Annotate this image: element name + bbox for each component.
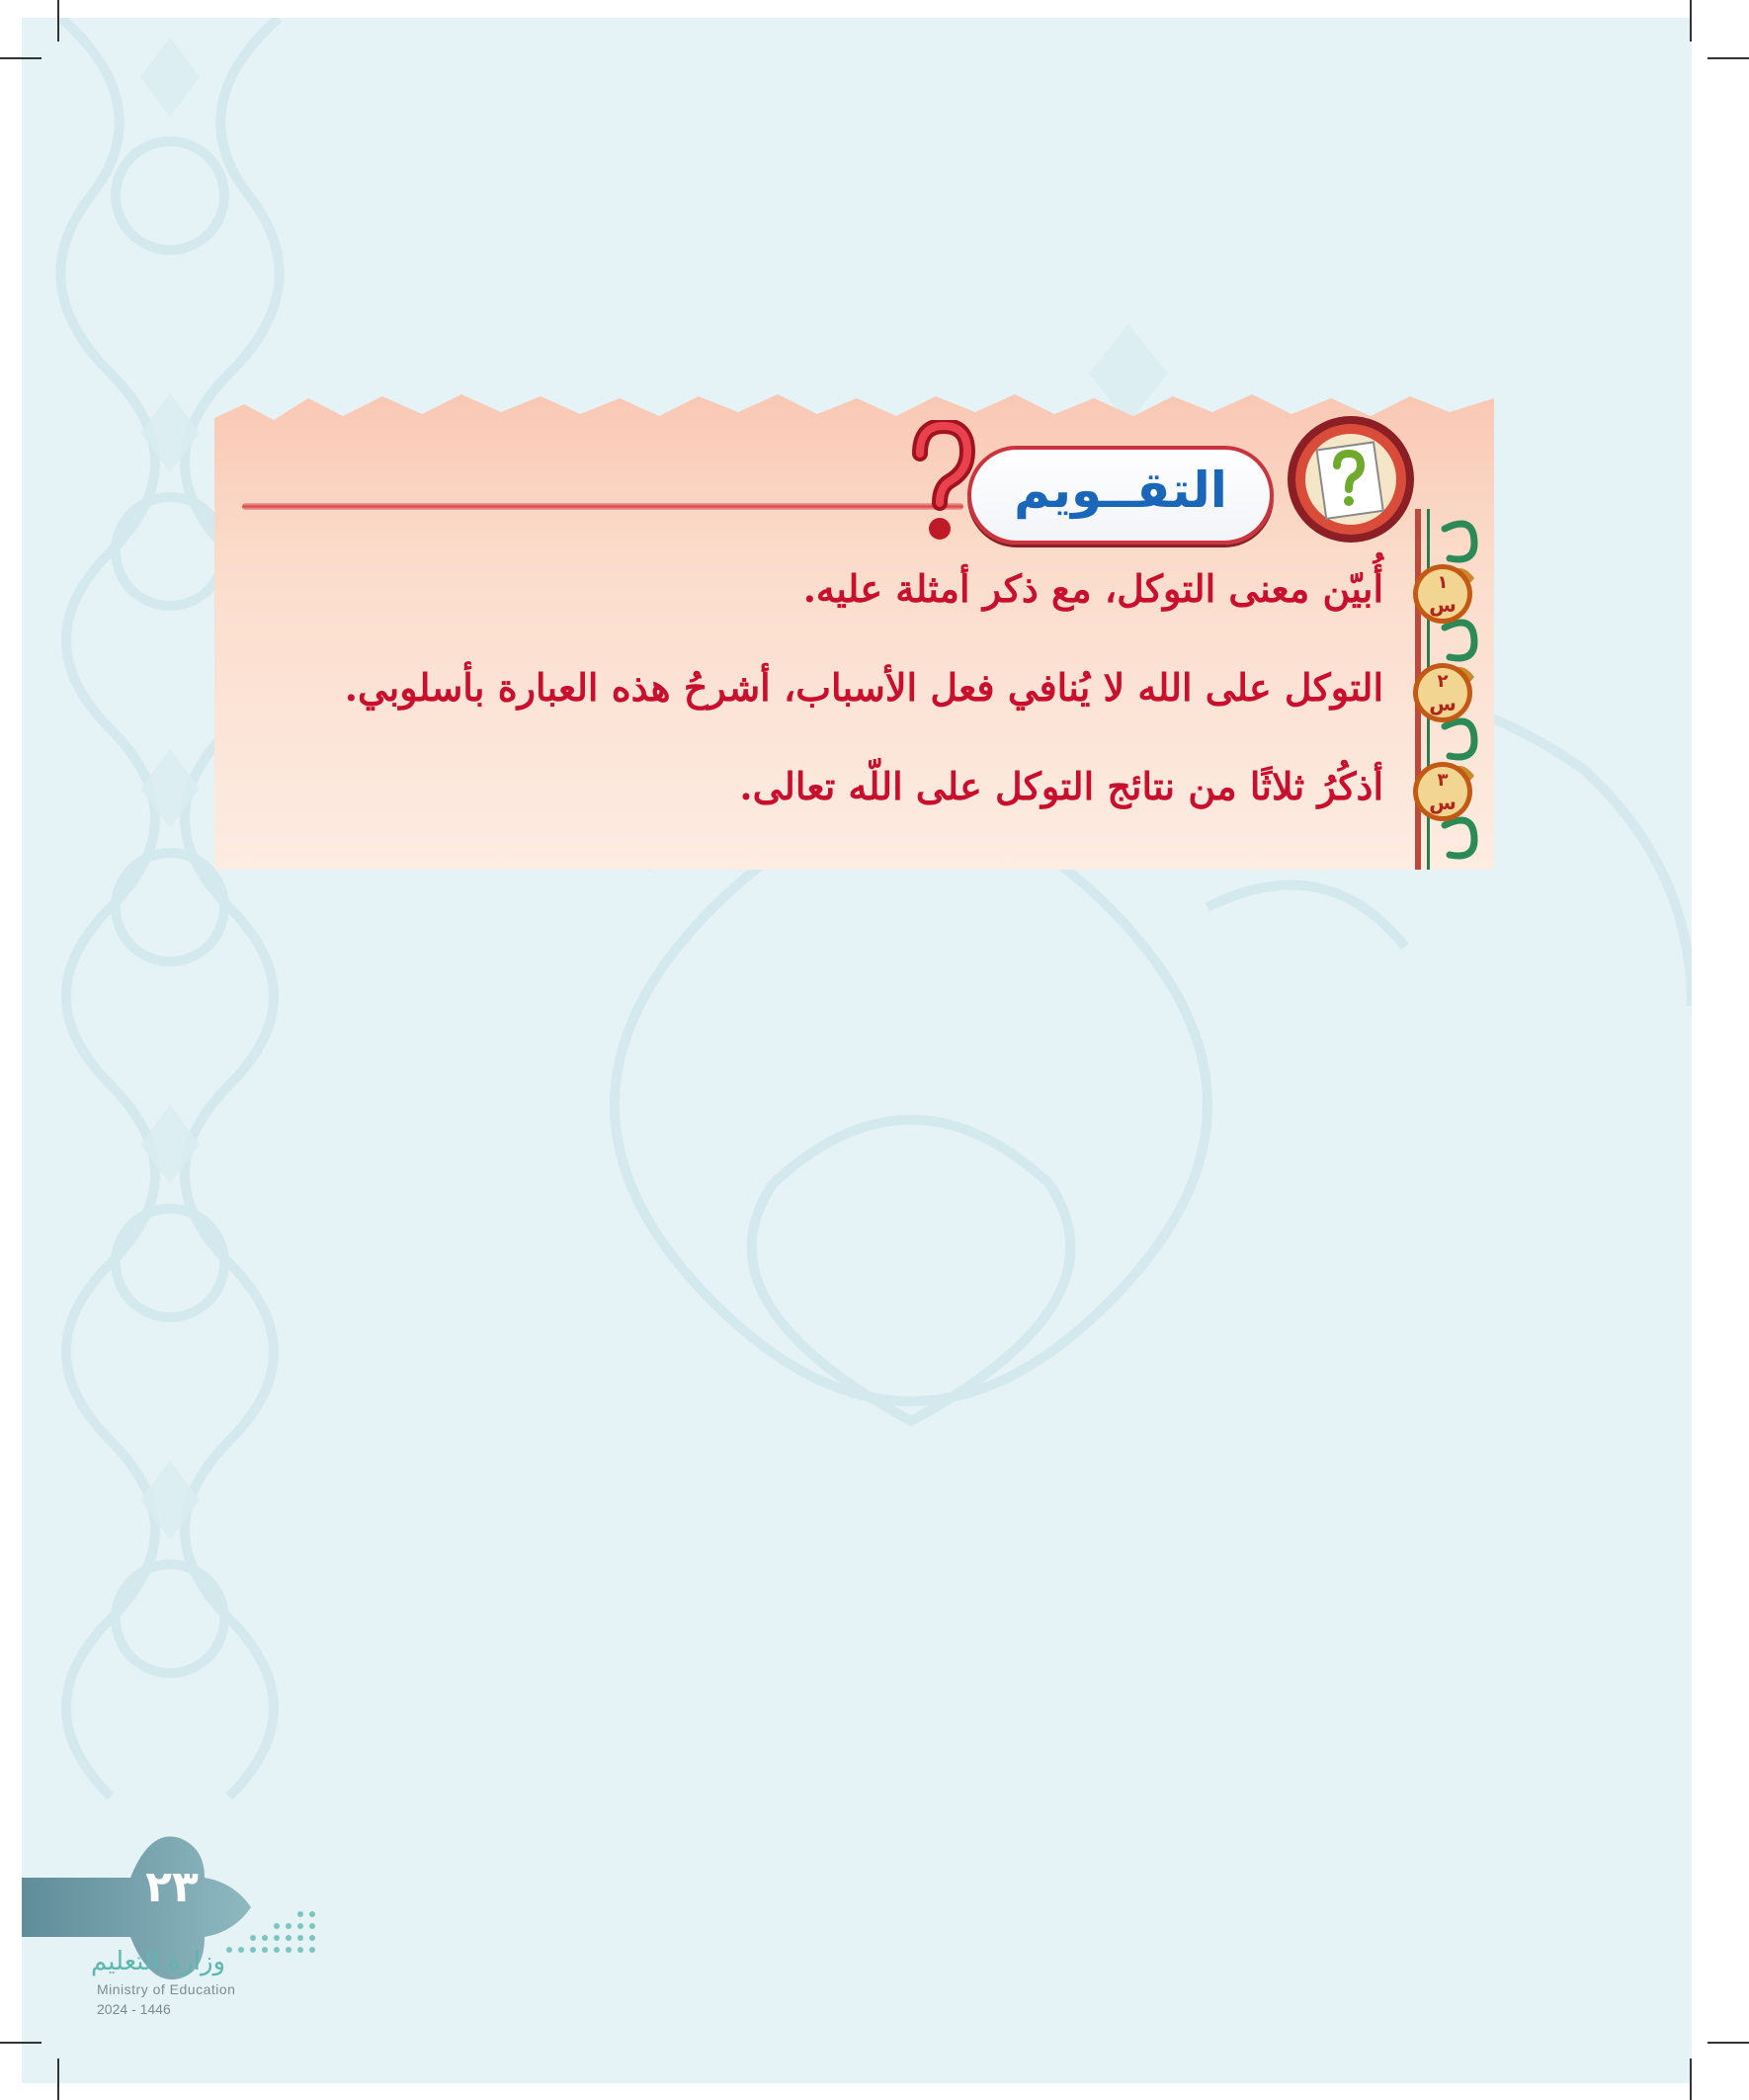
question-number-badge (1411, 760, 1474, 823)
question-medal-icon (1282, 410, 1420, 548)
textbook-page (22, 18, 1692, 2083)
question-item (279, 756, 1494, 835)
question-text: التوكل على الله لا يُنافي فعل الأسباب، أشرحُ هذه العبارة بأسلوبي. (344, 665, 1383, 710)
evaluation-panel (214, 390, 1494, 870)
page-number: ٢٣ (145, 1862, 199, 1912)
section-title-pill (967, 446, 1274, 545)
question-badge-label: س (1429, 692, 1457, 715)
question-badge-label: س (1429, 593, 1457, 617)
question-text: أُبيّن معنى التوكل، مع ذكر أمثلة عليه. (802, 566, 1383, 611)
crop-mark (1690, 0, 1692, 42)
background-arabesque (22, 18, 1692, 2083)
question-number: ٣ (1437, 770, 1449, 791)
crop-mark (57, 0, 59, 42)
crop-mark (1690, 2058, 1692, 2100)
question-number: ١ (1437, 572, 1449, 593)
ministry-logo-arabic: وزارة التعليم (91, 1947, 226, 1976)
section-title: التقــويم (1014, 462, 1227, 519)
crop-mark (0, 2042, 42, 2044)
question-item (279, 558, 1494, 637)
ministry-logo-english: Ministry of Education (97, 1981, 236, 1997)
crop-mark (57, 2058, 59, 2100)
crop-mark (1707, 57, 1749, 59)
question-text: أذكُرُ ثلاثًا من نتائج التوكل على اللّه تعالى. (739, 764, 1383, 808)
question-number-badge (1411, 562, 1474, 626)
question-mark-icon (906, 420, 975, 548)
ministry-logo-dots (219, 1910, 328, 1960)
edition-year: 2024 - 1446 (97, 2001, 171, 2017)
question-number: ٢ (1437, 671, 1449, 692)
crop-mark (0, 57, 42, 59)
question-badge-label: س (1429, 791, 1457, 814)
crop-mark (1707, 2042, 1749, 2044)
title-rule-line (242, 503, 963, 510)
question-number-badge (1411, 661, 1474, 724)
question-item (279, 657, 1494, 736)
